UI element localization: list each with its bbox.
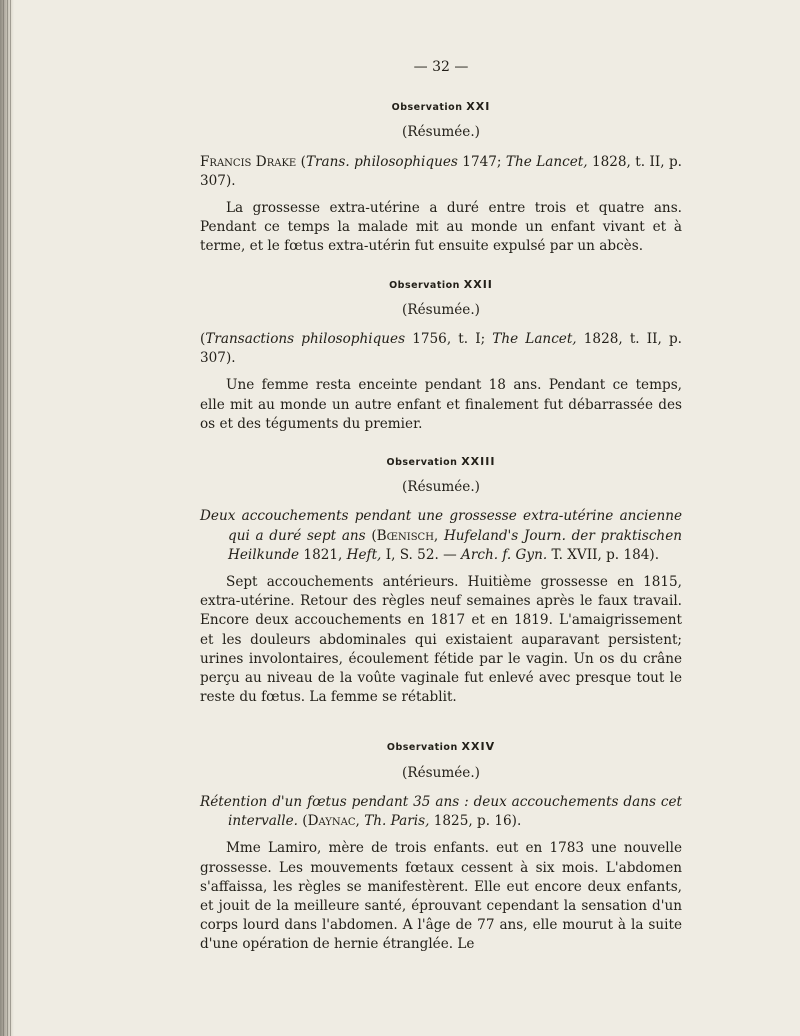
- observation-label: Observation: [386, 457, 458, 469]
- reference-text: I, S. 52. —: [381, 546, 462, 563]
- observation-heading: [200, 275, 682, 295]
- observation-paragraph: La grossesse extra-utérine a duré entre trois et quatre ans. Pendant ce temps la malade mit au monde un enfant vivant et à terme, et le fœtus extra-utérin fut ensuite expulsé par un abcès.: [200, 200, 682, 255]
- reference-journal: Transactions philosophiques: [205, 331, 406, 348]
- observation-summary: (Résumée.): [402, 479, 480, 496]
- observation-paragraph: Une femme resta enceinte pendant 18 ans. Pendant ce temps, elle mit au monde un autre enfant et finalement fut débarrassée des os et des téguments du premier.: [200, 377, 682, 432]
- reference-journal: The Lancet,: [505, 153, 588, 170]
- observation-summary: (Résumée.): [402, 301, 480, 318]
- reference-author: Daynac,: [307, 813, 360, 830]
- reference-text: 1828, t. II, p. 307).: [200, 153, 682, 189]
- reference-text: T. XVII, p. 184).: [547, 546, 660, 563]
- reference-author: Bœnisch,: [376, 527, 439, 544]
- observation-label: Observation: [389, 279, 460, 291]
- reference-title: Rétention d'un fœtus pendant 35 ans : deux accouchements dans cet intervalle.: [200, 793, 682, 830]
- reference-text: 1756, t. I;: [405, 331, 493, 348]
- reference-journal: Hufeland's Journ. der praktischen Heilkunde: [228, 527, 682, 563]
- observation-heading: [200, 452, 682, 472]
- observation-number: XXIII: [461, 455, 496, 469]
- gutter-line: [3, 0, 4, 1036]
- observation-number: XXII: [463, 277, 493, 291]
- reference-heft: Heft,: [346, 546, 382, 563]
- reference-title: Deux accouchements pendant une grossesse extra-utérine ancienne qui a duré sept ans: [200, 508, 682, 544]
- observation-summary: (Résumée.): [402, 764, 480, 781]
- reference-text: (: [296, 153, 306, 170]
- gutter-line: [7, 0, 8, 1036]
- observation-reference: Rétention d'un fœtus pendant 35 ans : deux accouchements dans cet intervalle. (Daynac, Th. Paris, 1825, p. 16).: [200, 793, 682, 830]
- reference-journal: The Lancet,: [492, 331, 577, 348]
- reference-text: 1821,: [299, 546, 347, 563]
- observation-number: XXI: [466, 100, 491, 114]
- reference-text: 1828, t. II, p. 307).: [200, 331, 682, 367]
- gutter-line: [10, 0, 11, 1036]
- observation-paragraph: Sept accouchements antérieurs. Huitième grossesse en 1815, extra-utérine. Retour des règles neuf semaines après le faux travail. Encore deux accouchements en 1817 et en 1819. L'amaigrissement et les douleurs abdominales qui existaient auparavant persistent; urines involontaires, écoulement fétide par le vagin. Un os du crâne perçu au niveau de la voûte vaginale fut enlevé avec presque tout le reste du fœtus. La femme se rétablit.: [200, 574, 682, 706]
- observation-summary: (Résumée.): [402, 124, 480, 141]
- reference-text: 1747;: [457, 153, 506, 170]
- observation-reference: Deux accouchements pendant une grossesse extra-utérine ancienne qui a duré sept ans (Bœnisch, Hufeland's Journ. der praktischen Heilkunde 1821, Heft, I, S. 52. — Arch. f. Gyn. T. XVII, p. 184).: [200, 508, 682, 563]
- reference-author: Francis Drake: [200, 153, 297, 170]
- observation-heading: [200, 97, 682, 117]
- observation-paragraph: Mme Lamiro, mère de trois enfants. eut en 1783 une nouvelle grossesse. Les mouvements fœtaux cessent à six mois. L'abdomen s'affaissa, les règles se manifestèrent. Elle eut encore deux enfants, et jouit de la meilleure santé, éprouvant cependant la sensation d'un corps lourd dans l'abdomen. A l'âge de 77 ans, elle mourut à la suite d'une opération de hernie étranglée. Le: [200, 840, 682, 953]
- observation-number: XXIV: [461, 740, 496, 754]
- observation-label: Observation: [391, 102, 463, 114]
- reference-text: (: [200, 331, 206, 348]
- observation-label: Observation: [386, 742, 458, 754]
- observation-reference: [200, 330, 682, 368]
- reference-archive: Arch. f. Gyn.: [461, 546, 548, 563]
- page-content: [200, 58, 682, 955]
- observation-heading: [200, 737, 682, 757]
- reference-journal: Th. Paris,: [364, 813, 430, 830]
- reference-text: 1825, p. 16).: [429, 813, 522, 830]
- reference-journal: Trans. philosophiques: [305, 153, 458, 170]
- observation-reference: [200, 153, 682, 191]
- page-number: — 32 —: [413, 59, 469, 75]
